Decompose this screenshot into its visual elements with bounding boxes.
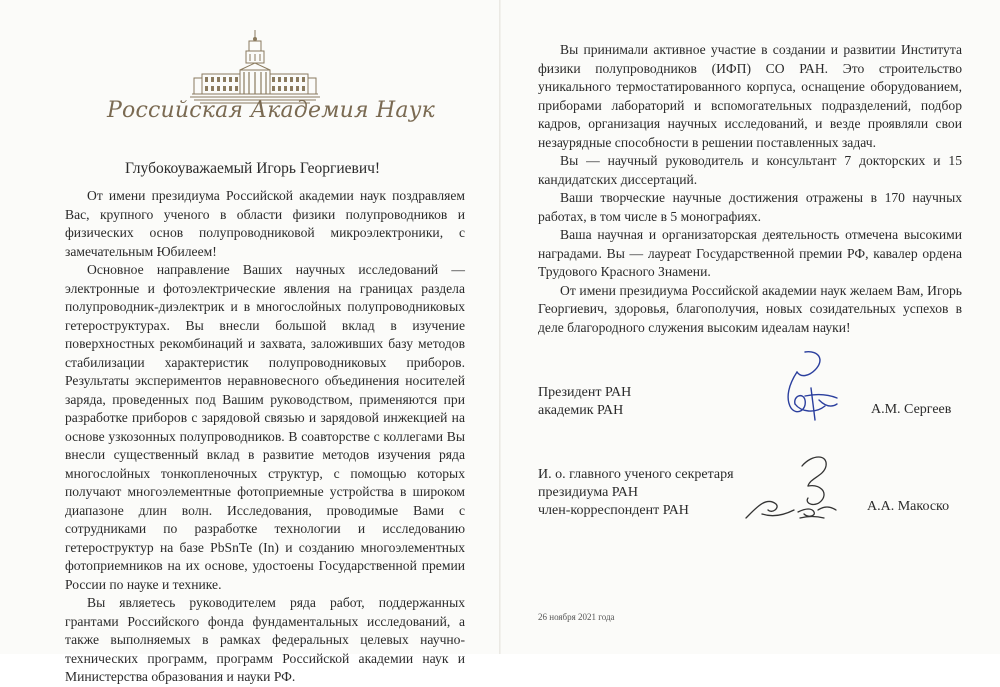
signatory-title-line: президиума РАН [538, 485, 639, 500]
greeting: Глубокоуважаемый Игорь Георгиевич! [125, 160, 381, 177]
paragraph: Вы принимали активное участие в создании и развитии Института физики полупроводников (ИФП) СО РАН. Это строительство уникального термостатированного корпуса, оснащение оборудованием, приборами лабораторий и вспомогательных подразделений, подбор кадров, организация научных исследований, и везде проявляли свои незаурядные способности в решении поставленных задач. [538, 42, 962, 150]
handwritten-signature-makosko-icon [742, 452, 867, 532]
signatory-name: А.М. Сергеев [871, 402, 952, 417]
academy-building-emblem-icon [190, 28, 320, 106]
signatory-title-secretary [538, 466, 734, 520]
paragraph: Ваши творческие научные достижения отражены в 170 научных работах, в том числе в 5 монографиях. [538, 190, 962, 224]
paragraph: От имени президиума Российской академии наук желаем Вам, Игорь Георгиевич, здоровья, благополучия, новых созидательных успехов в деле благородного служения высоким идеалам науки! [538, 282, 962, 335]
paragraph: От имени президиума Российской академии наук поздравляем Вас, крупного ученого в области физики полупроводников и физических основ полупроводниковой микроэлектроники, с замечательным Юбилеем! [65, 188, 465, 259]
page-fold-divider [499, 0, 501, 654]
letter-date: 26 ноября 2021 года [538, 612, 615, 622]
signatory-title-line: член-корреспондент РАН [538, 503, 689, 518]
signatory-name: А.А. Макоско [867, 499, 950, 514]
letter-body-left [65, 187, 465, 687]
paragraph: Вы — научный руководитель и консультант 7 докторских и 15 кандидатских диссертаций. [538, 153, 962, 187]
paragraph: Вы являетесь руководителем ряда работ, поддержанных грантами Российского фонда фундаментальных исследований, а также выполняемых в рамках федеральных целевых научно-технических программ, программ Российской академии наук и Министерства образования и науки РФ. [65, 595, 465, 684]
signatory-title-line: академик РАН [538, 403, 624, 418]
signatory-title-line: И. о. главного ученого секретаря [538, 467, 734, 482]
paragraph: Основное направление Ваших научных исследований — электронные и фотоэлектрические явления на границах раздела полупроводник-диэлектрик и в многослойных полупроводниковых гетероструктурах. Вы внесли большой вклад в изучение поверхностных рекомбинаций и захвата, заложивших базу методов стабилизации характеристик полупроводниковых приборов. Результаты экспериментов неравновесного объединения носителей заряда, проведенных под Вашим руководством, применяются при разработке приборов с зарядовой связью и зарядовой инжекцией на основе узкозонных полупроводников. В соавторстве с коллегами Вы внесли существенный вклад в развитие методов изучения ряда многослойных тонкопленочных структур, с помощью которых получают многоэлементные фотоприемные устройства в широком диапазоне длин волн. Исследования, проводимые Вами с сотрудниками по разработке технологии и исследованию гетероструктур на базе PbSnTe (In) и созданию многоэлементных фотоприемников на их основе, удостоены Государственной премии России по науке и технике. [65, 262, 465, 592]
signatory-title-president [538, 384, 631, 420]
letter-body-right [538, 41, 962, 337]
handwritten-signature-sergeev-icon [775, 348, 845, 428]
paragraph: Ваша научная и организаторская деятельность отмечена высокими наградами. Вы — лауреат Государственной премии РФ, кавалер ордена Трудового Красного Знамени. [538, 227, 962, 279]
signatory-title-line: Президент РАН [538, 385, 632, 400]
academy-name-logotype: Российская Академия Наук [107, 98, 436, 123]
